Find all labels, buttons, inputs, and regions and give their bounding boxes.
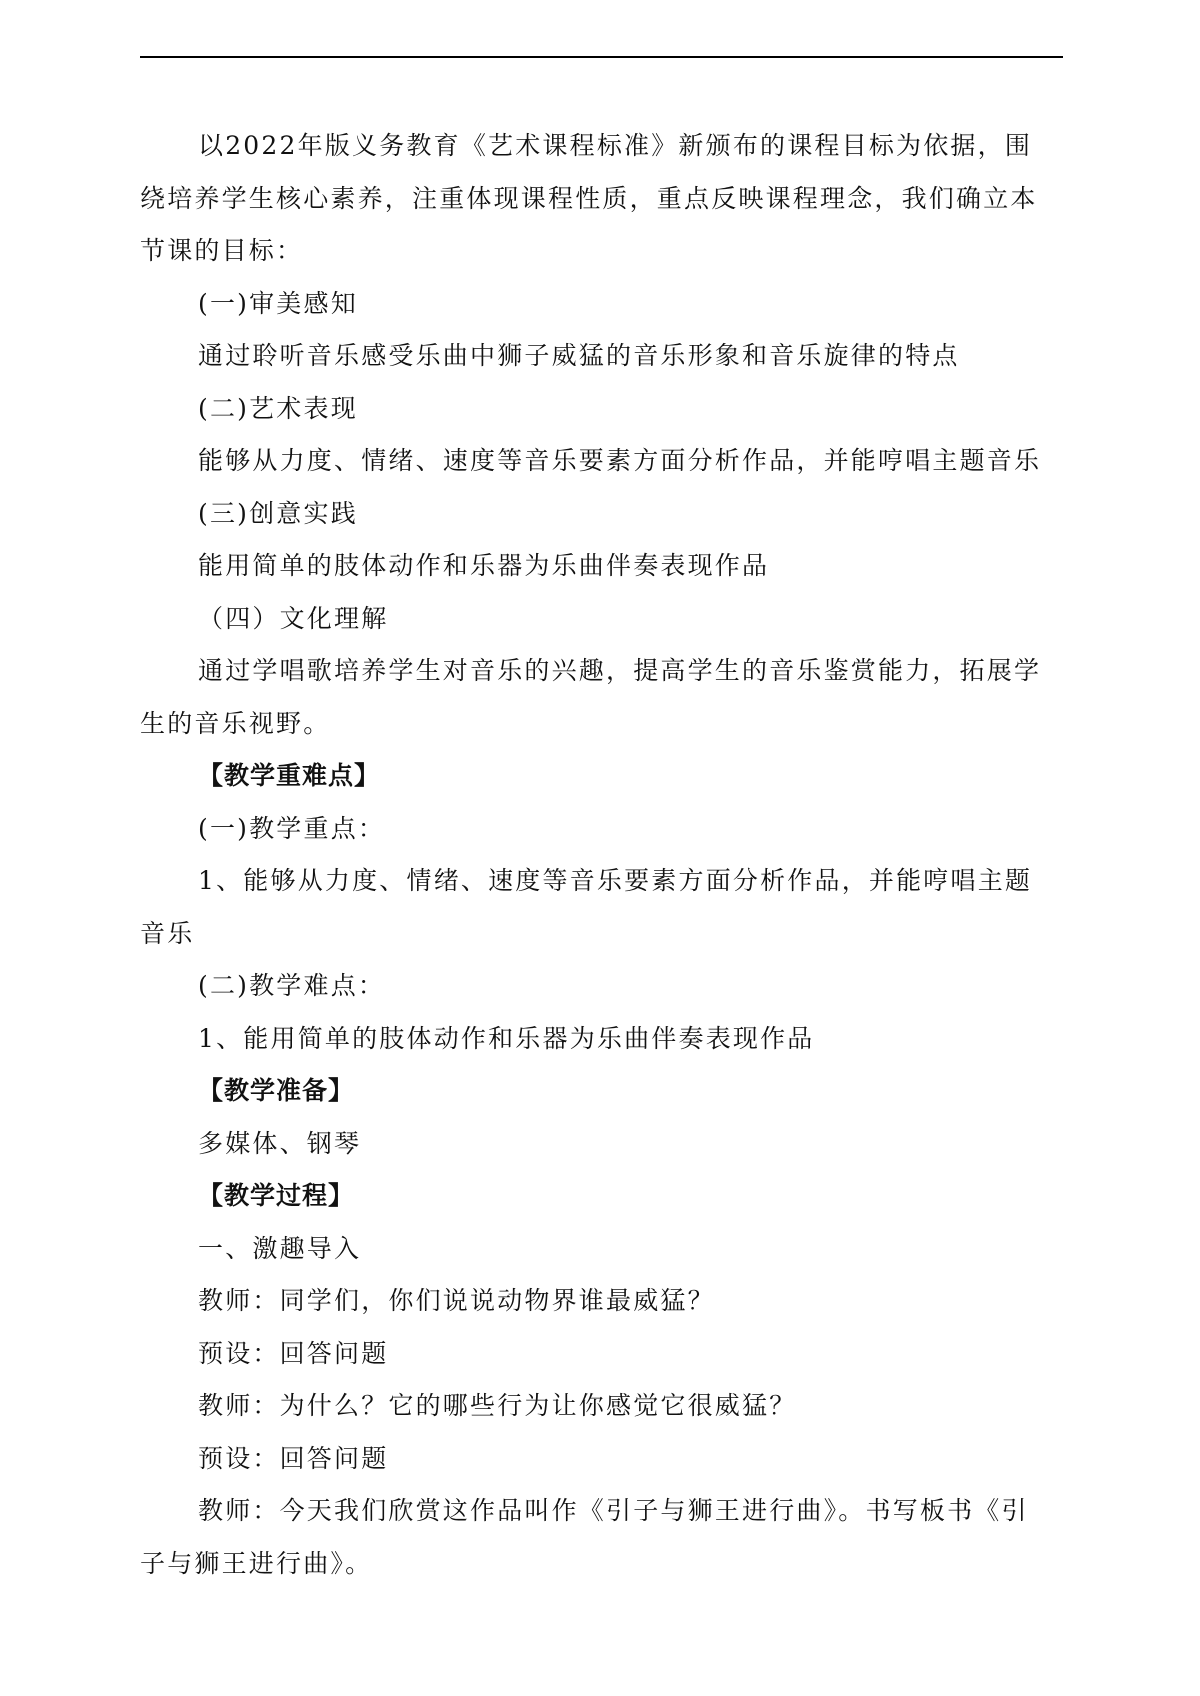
goal-text-culture-line-1: 通过学唱歌培养学生对音乐的兴趣，提高学生的音乐鉴赏能力，拓展学 <box>198 656 1042 685</box>
dialogue-preset-2: 预设：回答问题 <box>198 1443 389 1473</box>
goal-heading-culture: （四）文化理解 <box>198 603 389 633</box>
section-heading-preparation: 【教学准备】 <box>198 1076 355 1105</box>
key-point-item-1-line-2: 音乐 <box>140 918 195 948</box>
dialogue-preset-1: 预设：回答问题 <box>198 1338 389 1368</box>
goal-heading-aesthetic: (一)审美感知 <box>198 288 358 318</box>
paragraph-intro-line-3: 节课的目标： <box>140 236 304 265</box>
section-heading-key-points: 【教学重难点】 <box>198 761 381 790</box>
dialogue-teacher-1: 教师：同学们，你们说说动物界谁最威猛？ <box>198 1286 715 1315</box>
dialogue-teacher-3-line-1: 教师：今天我们欣赏这作品叫作《引子与狮王进行曲》。书写板书《引 <box>198 1496 1029 1525</box>
section-heading-process: 【教学过程】 <box>198 1181 355 1210</box>
goal-text-culture-line-2: 生的音乐视野。 <box>140 708 331 738</box>
goal-text-aesthetic: 通过聆听音乐感受乐曲中狮子威猛的音乐形象和音乐旋律的特点 <box>198 341 960 370</box>
dialogue-teacher-2: 教师：为什么？它的哪些行为让你感觉它很威猛？ <box>198 1391 797 1420</box>
goal-text-expression: 能够从力度、情绪、速度等音乐要素方面分析作品，并能哼唱主题音乐 <box>198 446 1042 475</box>
dialogue-teacher-3-line-2: 子与狮王进行曲》。 <box>140 1548 373 1578</box>
paragraph-intro-line-1: 以2022年版义务教育《艺术课程标准》新颁布的课程目标为依据，围 <box>198 131 1033 160</box>
document-body <box>140 120 1063 1590</box>
paragraph-intro-line-2: 绕培养学生核心素养，注重体现课程性质，重点反映课程理念，我们确立本 <box>140 183 1038 213</box>
difficulty-item-1: 1、能用简单的肢体动作和乐器为乐曲伴奏表现作品 <box>198 1023 815 1053</box>
goal-heading-practice: (三)创意实践 <box>198 498 358 528</box>
process-step-intro: 一、激趣导入 <box>198 1233 362 1263</box>
header-rule <box>140 56 1063 58</box>
key-point-item-1-line-1: 1、能够从力度、情绪、速度等音乐要素方面分析作品，并能哼唱主题 <box>198 866 1033 895</box>
subheading-key-point: (一)教学重点： <box>198 813 386 843</box>
preparation-text: 多媒体、钢琴 <box>198 1128 362 1158</box>
subheading-difficulty: (二)教学难点： <box>198 971 386 1000</box>
goal-text-practice: 能用简单的肢体动作和乐器为乐曲伴奏表现作品 <box>198 551 770 580</box>
goal-heading-expression: (二)艺术表现 <box>198 393 358 423</box>
